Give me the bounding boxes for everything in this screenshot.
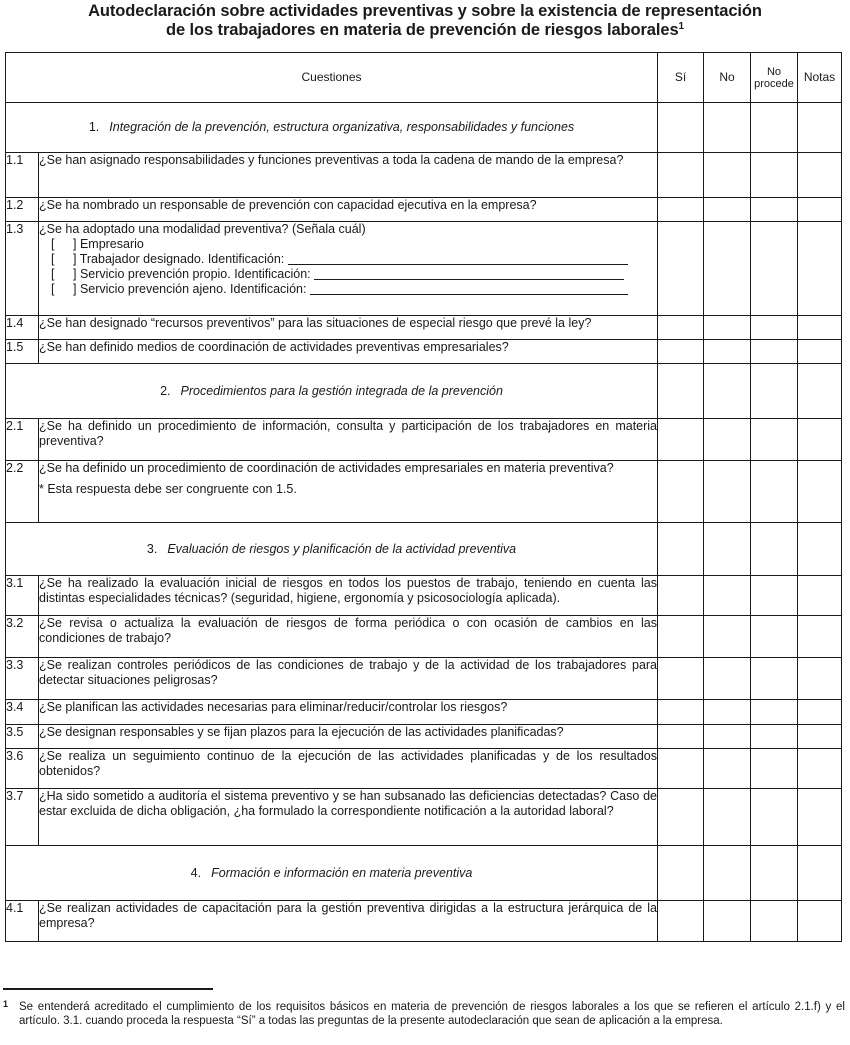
option-empresario[interactable]	[39, 237, 657, 252]
question-row-1-1	[6, 153, 842, 198]
title-line-1: Autodeclaración sobre actividades preventivas y sobre la existencia de representación	[88, 2, 762, 20]
notes-cell[interactable]	[798, 789, 842, 846]
notes-cell[interactable]	[798, 153, 842, 198]
option-servicio-propio[interactable]	[39, 267, 657, 282]
answer-no-cell[interactable]	[704, 461, 751, 523]
notes-cell[interactable]	[798, 901, 842, 942]
answer-si-cell[interactable]	[658, 901, 704, 942]
notes-cell[interactable]	[798, 658, 842, 700]
answer-si-cell[interactable]	[658, 700, 704, 725]
question-row-3-2	[6, 616, 842, 658]
notes-cell[interactable]	[798, 198, 842, 222]
answer-no-procede-cell[interactable]	[751, 616, 798, 658]
question-text: ¿Se realizan controles periódicos de las condiciones de trabajo y de la actividad de los trabajadores para detectar situaciones peligrosas?	[39, 658, 658, 700]
notes-cell[interactable]	[798, 749, 842, 789]
answer-no-cell[interactable]	[704, 364, 751, 419]
answer-si-cell[interactable]	[658, 461, 704, 523]
question-number: 1.1	[6, 153, 39, 198]
answer-si-cell[interactable]	[658, 222, 704, 316]
footnote-separator	[3, 988, 213, 990]
answer-no-procede-cell[interactable]	[751, 364, 798, 419]
section-heading	[6, 846, 658, 901]
identification-field[interactable]	[310, 282, 628, 295]
section-row-1	[6, 103, 842, 153]
answer-no-procede-cell[interactable]	[751, 725, 798, 749]
answer-no-cell[interactable]	[704, 523, 751, 576]
header-cuestiones: Cuestiones	[6, 53, 658, 103]
answer-no-procede-cell[interactable]	[751, 461, 798, 523]
footnote-text: Se entenderá acreditado el cumplimiento de los requisitos básicos en materia de prevención de riesgos laborales a los que se refieren el artículo 2.1.f) y el artículo. 3.1. cuando proceda la respuesta “Sí” a todas las preguntas de la presente autodeclaración que sean de aplicación a la empresa.	[19, 1001, 845, 1027]
question-number: 1.4	[6, 316, 39, 340]
answer-no-procede-cell[interactable]	[751, 789, 798, 846]
answer-no-procede-cell[interactable]	[751, 419, 798, 461]
header-notas: Notas	[798, 53, 842, 103]
question-number: 3.3	[6, 658, 39, 700]
question-number: 1.3	[6, 222, 39, 316]
footnote-mark: 1	[3, 999, 9, 1009]
answer-no-cell[interactable]	[704, 700, 751, 725]
answer-si-cell[interactable]	[658, 198, 704, 222]
question-row-3-6	[6, 749, 842, 789]
answer-no-cell[interactable]	[704, 316, 751, 340]
answer-si-cell[interactable]	[658, 616, 704, 658]
question-row-4-1	[6, 901, 842, 942]
identification-field[interactable]	[314, 267, 624, 280]
answer-no-cell[interactable]	[704, 901, 751, 942]
answer-no-cell[interactable]	[704, 153, 751, 198]
checkbox-bracket: [	[51, 237, 55, 251]
answer-no-cell[interactable]	[704, 340, 751, 364]
answer-no-cell[interactable]	[704, 789, 751, 846]
answer-si-cell[interactable]	[658, 419, 704, 461]
question-text: ¿Se han definido medios de coordinación de actividades preventivas empresariales?	[39, 340, 658, 364]
section-heading	[6, 364, 658, 419]
answer-si-cell[interactable]	[658, 523, 704, 576]
option-trabajador-designado[interactable]	[39, 252, 657, 267]
option-label: ] Servicio prevención ajeno. Identificación:	[73, 282, 307, 296]
section-title: Evaluación de riesgos y planificación de la actividad preventiva	[167, 541, 517, 556]
question-row-3-7	[6, 789, 842, 846]
section-row-4	[6, 846, 842, 901]
question-text: ¿Se ha definido un procedimiento de información, consulta y participación de los trabajadores en materia preventiva?	[39, 419, 658, 461]
question-row-3-4	[6, 700, 842, 725]
section-row-2	[6, 364, 842, 419]
question-number: 3.2	[6, 616, 39, 658]
header-no-procede-line2: procede	[754, 77, 794, 90]
question-text: ¿Se ha realizado la evaluación inicial de riesgos en todos los puestos de trabajo, teniendo en cuenta las distintas especialidades técnicas? (seguridad, higiene, ergonomía y psicosociología aplicada).	[39, 576, 658, 616]
checkbox-bracket: [	[51, 267, 55, 281]
answer-no-procede-cell[interactable]	[751, 576, 798, 616]
question-number: 2.2	[6, 461, 39, 523]
option-label: ] Servicio prevención propio. Identificación:	[73, 267, 311, 281]
question-row-3-1	[6, 576, 842, 616]
notes-cell[interactable]	[798, 700, 842, 725]
title-line-2-text: de los trabajadores en materia de prevención de riesgos laborales	[165, 21, 679, 39]
title-line-2	[0, 21, 850, 40]
option-label: ] Trabajador designado. Identificación:	[73, 252, 285, 266]
section-number: 2.	[160, 383, 171, 398]
notes-cell[interactable]	[798, 103, 842, 153]
answer-no-cell[interactable]	[704, 616, 751, 658]
header-no-procede	[751, 53, 798, 103]
title-footnote-mark: 1	[678, 21, 684, 32]
question-text: ¿Se realizan actividades de capacitación para la gestión preventiva dirigidas a la estructura jerárquica de la empresa?	[39, 901, 658, 942]
question-row-1-5	[6, 340, 842, 364]
answer-si-cell[interactable]	[658, 725, 704, 749]
answer-si-cell[interactable]	[658, 846, 704, 901]
answer-no-procede-cell[interactable]	[751, 103, 798, 153]
answer-no-procede-cell[interactable]	[751, 222, 798, 316]
answer-si-cell[interactable]	[658, 153, 704, 198]
question-text: ¿Se ha nombrado un responsable de prevención con capacidad ejecutiva en la empresa?	[39, 198, 658, 222]
question-row-1-3	[6, 222, 842, 316]
option-label: ] Empresario	[73, 237, 144, 251]
answer-no-cell[interactable]	[704, 725, 751, 749]
identification-field[interactable]	[288, 252, 628, 265]
question-note: * Esta respuesta debe ser congruente con 1.5.	[39, 482, 297, 496]
answer-no-procede-cell[interactable]	[751, 316, 798, 340]
question-text: ¿Se ha adoptado una modalidad preventiva? (Señala cuál)	[39, 222, 366, 236]
question-row-2-1	[6, 419, 842, 461]
question-text-with-options	[39, 222, 658, 316]
question-row-3-5	[6, 725, 842, 749]
answer-si-cell[interactable]	[658, 576, 704, 616]
section-row-3	[6, 523, 842, 576]
answer-no-cell[interactable]	[704, 222, 751, 316]
notes-cell[interactable]	[798, 725, 842, 749]
section-heading	[6, 103, 658, 153]
notes-cell[interactable]	[798, 616, 842, 658]
answer-no-procede-cell[interactable]	[751, 340, 798, 364]
answer-si-cell[interactable]	[658, 316, 704, 340]
notes-cell[interactable]	[798, 419, 842, 461]
notes-cell[interactable]	[798, 461, 842, 523]
question-number: 1.2	[6, 198, 39, 222]
notes-cell[interactable]	[798, 846, 842, 901]
notes-cell[interactable]	[798, 523, 842, 576]
answer-no-procede-cell[interactable]	[751, 523, 798, 576]
answer-si-cell[interactable]	[658, 364, 704, 419]
checkbox-bracket: [	[51, 252, 55, 266]
answer-no-procede-cell[interactable]	[751, 700, 798, 725]
notes-cell[interactable]	[798, 222, 842, 316]
answer-no-procede-cell[interactable]	[751, 846, 798, 901]
answer-no-procede-cell[interactable]	[751, 198, 798, 222]
questionnaire-table	[5, 52, 842, 942]
header-row	[6, 53, 842, 103]
header-no: No	[704, 53, 751, 103]
question-text: ¿Se revisa o actualiza la evaluación de riesgos de forma periódica o con ocasión de cambios en las condiciones de trabajo?	[39, 616, 658, 658]
question-text: ¿Se designan responsables y se fijan plazos para la ejecución de las actividades planificadas?	[39, 725, 658, 749]
section-title: Procedimientos para la gestión integrada de la prevención	[180, 383, 503, 398]
answer-si-cell[interactable]	[658, 789, 704, 846]
question-text: ¿Se planifican las actividades necesarias para eliminar/reducir/controlar los riesgos?	[39, 700, 658, 725]
section-title: Formación e información en materia preventiva	[211, 865, 473, 880]
question-number: 3.1	[6, 576, 39, 616]
notes-cell[interactable]	[798, 316, 842, 340]
question-text: ¿Ha sido sometido a auditoría el sistema preventivo y se han subsanado las deficiencias detectadas? Caso de estar excluida de dicha obligación, ¿ha formulado la correspondiente notificación a la autoridad laboral?	[39, 789, 658, 846]
question-text: ¿Se han asignado responsabilidades y funciones preventivas a toda la cadena de mando de la empresa?	[39, 153, 658, 198]
answer-no-cell[interactable]	[704, 658, 751, 700]
checkbox-bracket: [	[51, 282, 55, 296]
option-servicio-ajeno[interactable]	[39, 282, 657, 297]
question-row-3-3	[6, 658, 842, 700]
section-number: 1.	[88, 120, 100, 134]
answer-no-cell[interactable]	[704, 103, 751, 153]
question-row-2-2	[6, 461, 842, 523]
document-title	[0, 2, 850, 40]
header-no-procede-line1: No	[766, 65, 782, 78]
answer-si-cell[interactable]	[658, 658, 704, 700]
question-number: 2.1	[6, 419, 39, 461]
answer-si-cell[interactable]	[658, 103, 704, 153]
question-number: 3.6	[6, 749, 39, 789]
answer-no-cell[interactable]	[704, 198, 751, 222]
answer-no-procede-cell[interactable]	[751, 153, 798, 198]
question-number: 3.5	[6, 725, 39, 749]
section-heading	[6, 523, 658, 576]
question-row-1-4	[6, 316, 842, 340]
question-number: 3.4	[6, 700, 39, 725]
question-text: ¿Se han designado “recursos preventivos” para las situaciones de especial riesgo que prevé la ley?	[39, 316, 658, 340]
answer-no-procede-cell[interactable]	[751, 749, 798, 789]
answer-no-procede-cell[interactable]	[751, 901, 798, 942]
question-row-1-2	[6, 198, 842, 222]
notes-cell[interactable]	[798, 576, 842, 616]
answer-no-cell[interactable]	[704, 419, 751, 461]
answer-no-procede-cell[interactable]	[751, 658, 798, 700]
footnote	[3, 1000, 845, 1028]
question-number: 4.1	[6, 901, 39, 942]
question-text: ¿Se realiza un seguimiento continuo de la ejecución de las actividades planificadas y de los resultados obtenidos?	[39, 749, 658, 789]
section-title: Integración de la prevención, estructura organizativa, responsabilidades y funciones	[109, 120, 575, 134]
section-number: 3.	[146, 541, 158, 556]
section-number: 4.	[190, 865, 202, 880]
answer-si-cell[interactable]	[658, 340, 704, 364]
notes-cell[interactable]	[798, 340, 842, 364]
question-number: 1.5	[6, 340, 39, 364]
question-text-with-note	[39, 461, 658, 523]
answer-no-cell[interactable]	[704, 749, 751, 789]
answer-no-cell[interactable]	[704, 846, 751, 901]
answer-si-cell[interactable]	[658, 749, 704, 789]
header-si: Sí	[658, 53, 704, 103]
question-number: 3.7	[6, 789, 39, 846]
question-text: ¿Se ha definido un procedimiento de coordinación de actividades empresariales en materia preventiva?	[39, 461, 614, 475]
notes-cell[interactable]	[798, 364, 842, 419]
answer-no-cell[interactable]	[704, 576, 751, 616]
